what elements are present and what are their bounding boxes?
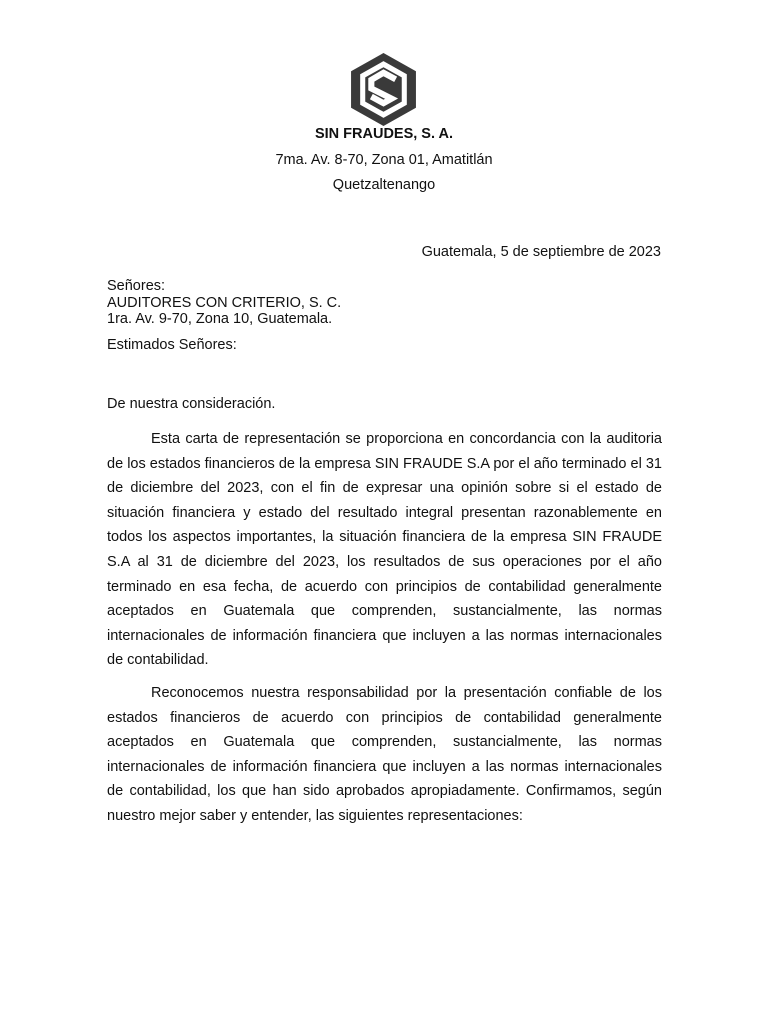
company-address-line2: Quetzaltenango (332, 177, 436, 193)
date-line: Guatemala, 5 de septiembre de 2023 (421, 244, 661, 260)
recipient-block (107, 278, 341, 328)
recipient-greeting: Señores: (107, 278, 166, 294)
recipient-address: 1ra. Av. 9-70, Zona 10, Guatemala. (107, 311, 333, 327)
sin-fraudes-logo-icon (351, 53, 416, 126)
intro-line: De nuestra consideración. (107, 396, 276, 412)
body-paragraph: Esta carta de representación se proporciona en concordancia con la auditoria de los estados financieros de la empresa SIN FRAUDE S.A por el año terminado el 31 de diciembre del 2023, con el fin de expresar una opinión sobre si el estado de situación financiera y estado del resultado integral presentan razonablemente en todos los aspectos importantes, la situación financiera de la empresa SIN FRAUDE S.A al 31 de diciembre del 2023, los resultados de sus operaciones por el año terminado en esa fecha, de acuerdo con principios de contabilidad generalmente aceptados en Guatemala que comprenden, sustancialmente, las normas internacionales de información financiera que incluyen a las normas internacionales de contabilidad. (107, 431, 662, 669)
body-paragraph: Reconocemos nuestra responsabilidad por la presentación confiable de los estados financieros de acuerdo con principios de contabilidad generalmente aceptados en Guatemala que comprenden, sustancialmente, las normas internacionales de información financiera que incluyen a las normas internacionales de contabilidad, los que han sido aprobados apropiadamente. Confirmamos, según nuestro mejor saber y entender, las siguientes representaciones: (107, 685, 662, 824)
company-address-line1: 7ma. Av. 8-70, Zona 01, Amatitlán (275, 152, 493, 168)
company-name: SIN FRAUDES, S. A. (314, 126, 454, 142)
recipient-name: AUDITORES CON CRITERIO, S. C. (107, 294, 342, 311)
salutation: Estimados Señores: (107, 337, 237, 353)
